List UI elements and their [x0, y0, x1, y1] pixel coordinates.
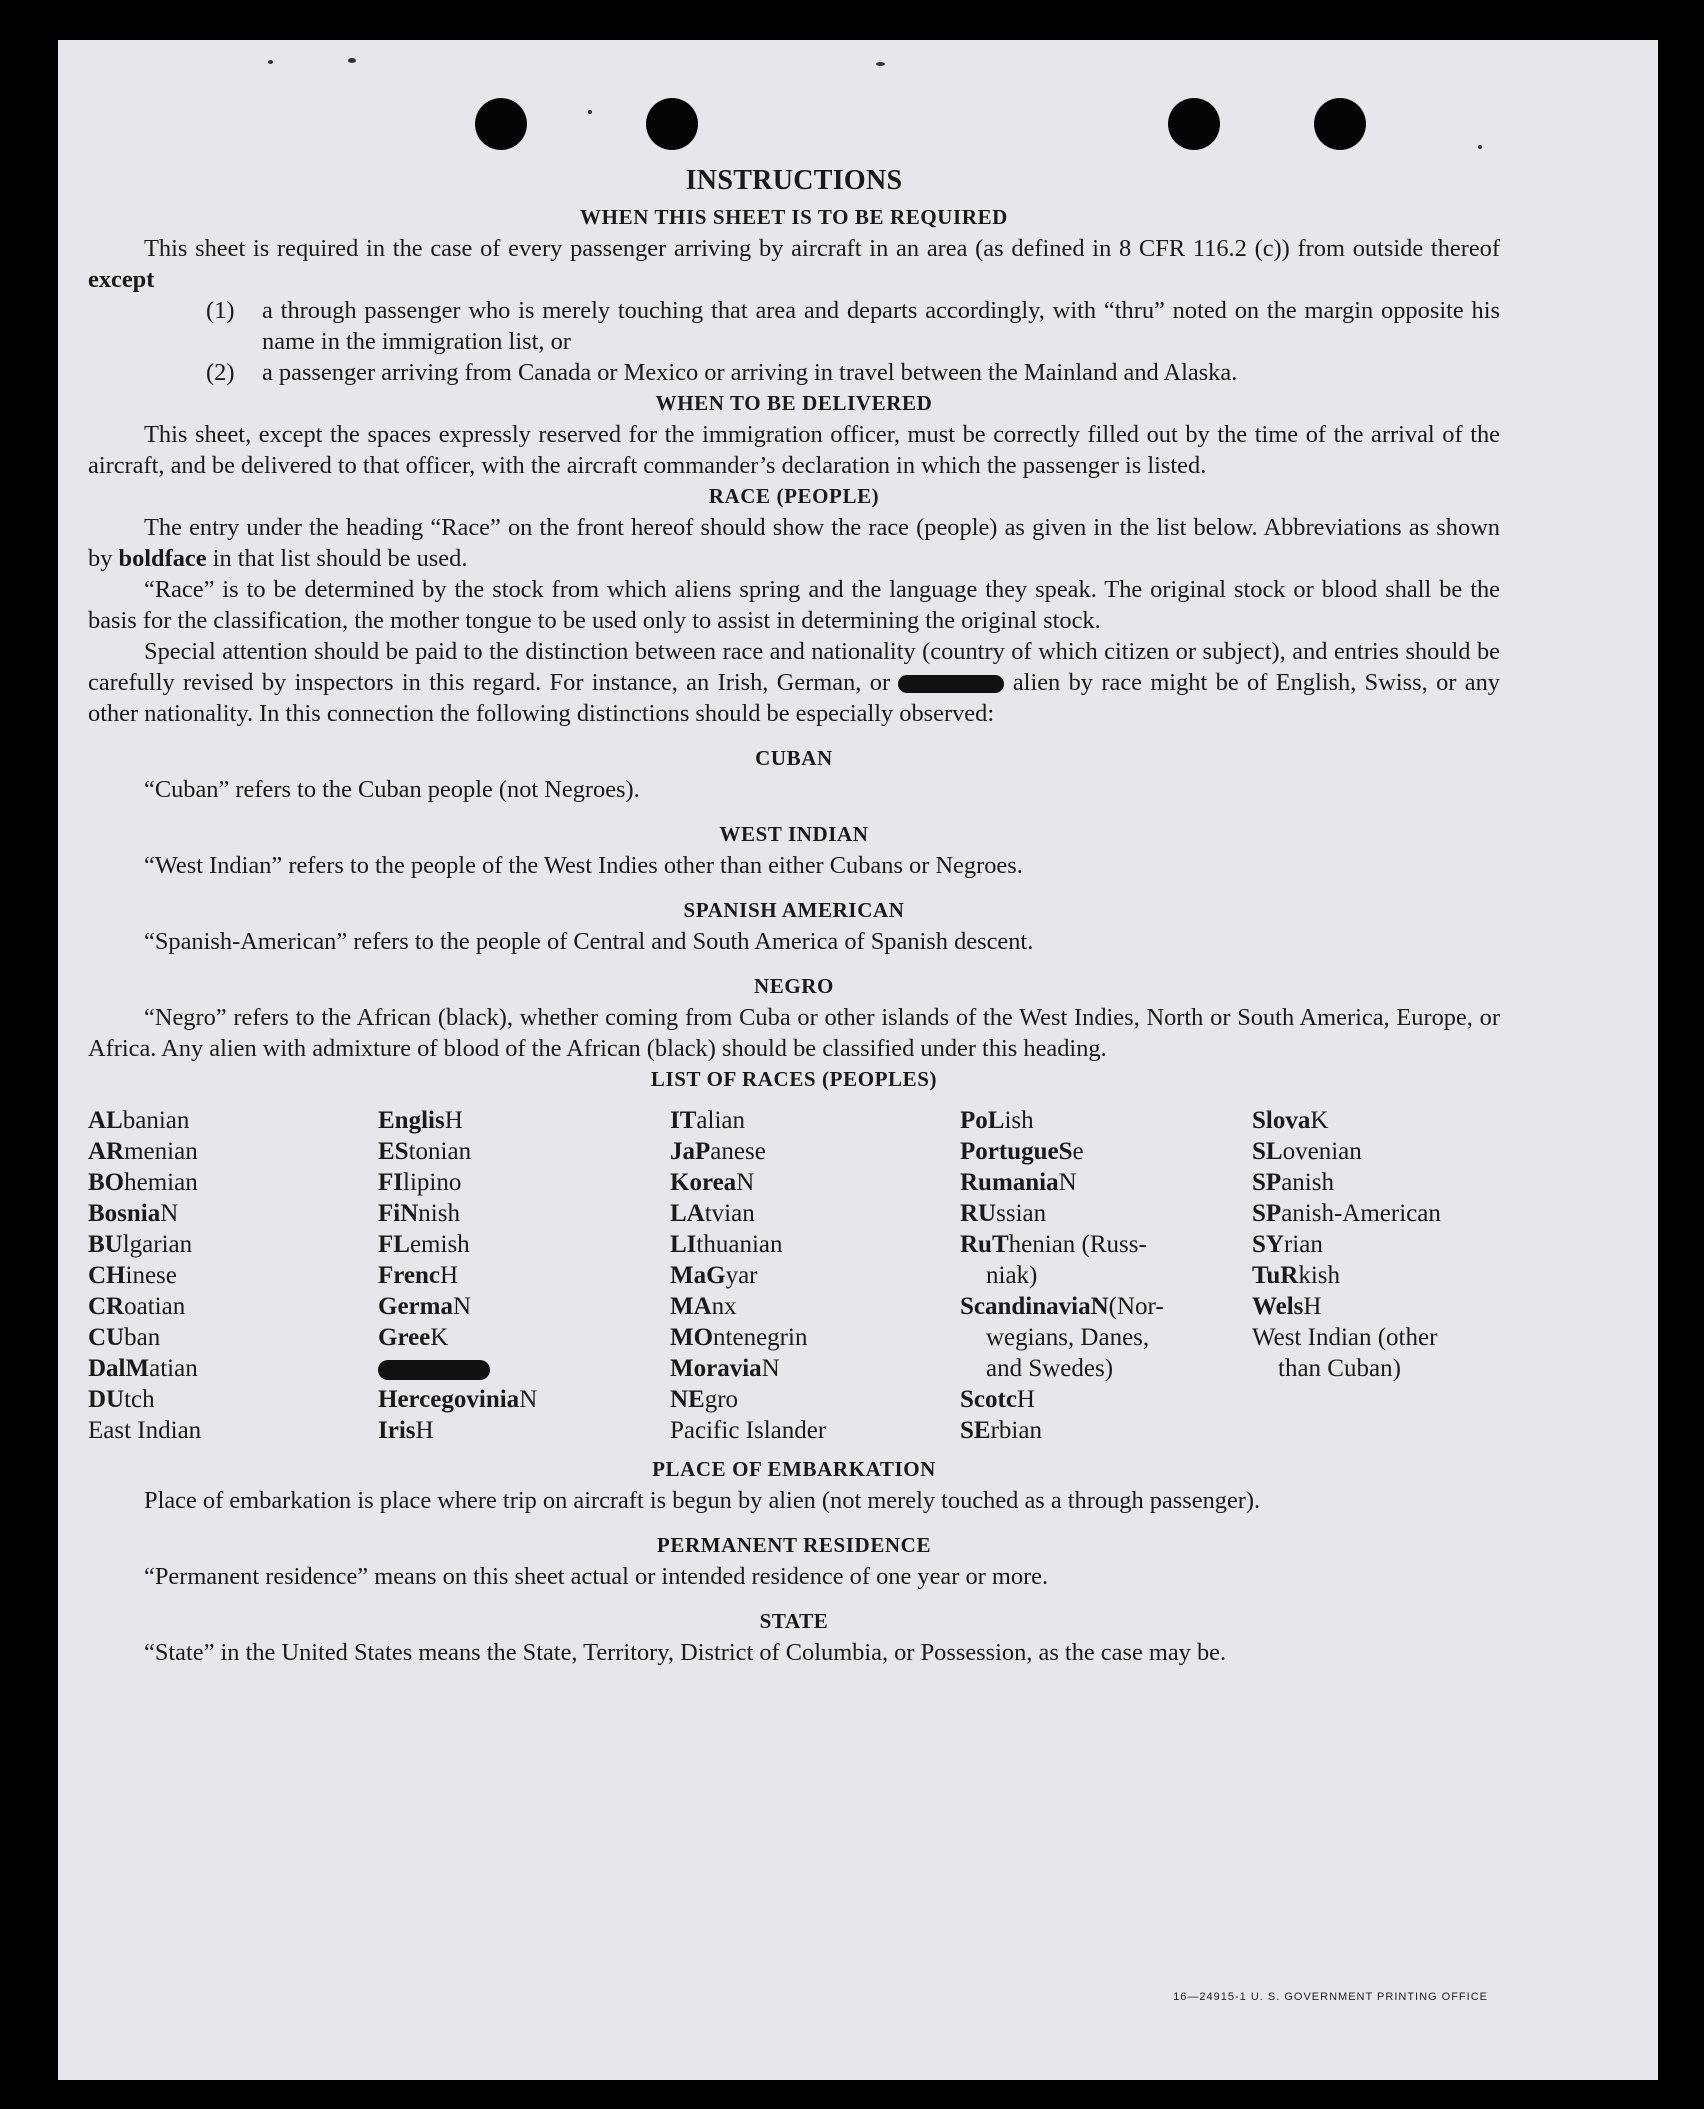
- race-text: Slova: [1252, 1107, 1311, 1134]
- race-text: CU: [88, 1324, 125, 1351]
- race-text: (Nor-: [1108, 1293, 1164, 1320]
- race-entry: [960, 1322, 1252, 1353]
- speck: [268, 60, 273, 64]
- race-text: ES: [378, 1138, 409, 1165]
- punch-hole: [475, 98, 527, 150]
- speck: [588, 110, 592, 114]
- when-required-intro: This sheet is required in the case of every passenger arriving by aircraft in an area (as defined in 8 CFR 116.2 (c)) from outside thereof except: [88, 235, 1500, 293]
- race-abbrev: tch: [124, 1386, 155, 1413]
- race-text: Englis: [378, 1107, 445, 1134]
- race-entry: [88, 1322, 378, 1353]
- race-abbrev: N: [160, 1200, 179, 1227]
- race-text: DU: [88, 1386, 125, 1413]
- race-text: SL: [1252, 1138, 1283, 1165]
- race-entry: [670, 1260, 960, 1291]
- race-abbrev: emish: [409, 1231, 470, 1258]
- exception-item: (1) a through passenger who is merely touching that area and departs accordingly, with “thru” noted on the margin opposite his name in the immigration list, or: [206, 297, 1500, 355]
- heading-list-of-races: LIST OF RACES (PEOPLES): [650, 1067, 938, 1091]
- race-text: Tu: [1252, 1262, 1281, 1289]
- race-text: West Indian (other: [1252, 1324, 1438, 1351]
- race-text: e: [1072, 1138, 1084, 1165]
- race-abbrev: ban: [124, 1324, 161, 1351]
- race-abbrev: H: [444, 1107, 463, 1134]
- race-abbrev: N: [761, 1355, 780, 1382]
- race-entry: [378, 1260, 670, 1291]
- race-entry: [88, 1415, 378, 1446]
- race-entry: [1252, 1198, 1500, 1229]
- race-entry: [1252, 1229, 1500, 1260]
- race-entry: [88, 1167, 378, 1198]
- speck: [348, 58, 356, 63]
- page-title: INSTRUCTIONS: [685, 165, 903, 196]
- race-entry: [88, 1353, 378, 1384]
- race-entry: [960, 1105, 1252, 1136]
- race-abbrev: T: [991, 1231, 1009, 1258]
- race-text: Fi: [378, 1200, 401, 1227]
- race-abbrev: R: [1280, 1262, 1299, 1289]
- race-entry: [88, 1198, 378, 1229]
- race-entry: [960, 1229, 1252, 1260]
- race-entry: [1252, 1322, 1500, 1353]
- race-text: kish: [1298, 1262, 1341, 1289]
- race-entry: [1252, 1353, 1500, 1384]
- race-entry: [670, 1384, 960, 1415]
- race-abbrev: K: [430, 1324, 449, 1351]
- race-text: Iris: [378, 1417, 416, 1444]
- race-entry: [1252, 1105, 1500, 1136]
- race-abbrev: gro: [704, 1386, 739, 1413]
- race-entry: [378, 1415, 670, 1446]
- race-text: anese: [710, 1138, 766, 1165]
- race-entry: [960, 1198, 1252, 1229]
- race-abbrev: H: [1016, 1386, 1035, 1413]
- race-text: AL: [88, 1107, 123, 1134]
- race-text: Bosnia: [88, 1200, 161, 1227]
- race-entry: [88, 1291, 378, 1322]
- races-column: [670, 1105, 960, 1446]
- race-entry: [960, 1167, 1252, 1198]
- race-text: ish: [1004, 1107, 1034, 1134]
- race-entry: [1252, 1136, 1500, 1167]
- punch-hole: [1168, 98, 1220, 150]
- race-text: LI: [670, 1231, 697, 1258]
- race-text: Ru: [960, 1231, 992, 1258]
- race-abbrev: ssian: [996, 1200, 1047, 1227]
- race-entry: [88, 1260, 378, 1291]
- races-column: [1252, 1105, 1500, 1446]
- heading-when-delivered: WHEN TO BE DELIVERED: [655, 391, 933, 415]
- punch-hole: [646, 98, 698, 150]
- race-abbrev: N: [1058, 1169, 1077, 1196]
- heading-race: RACE (PEOPLE): [708, 484, 880, 508]
- race-abbrev: thuanian: [696, 1231, 783, 1258]
- race-text: Ja: [670, 1138, 695, 1165]
- punch-hole: [1314, 98, 1366, 150]
- race-text: Rumania: [960, 1169, 1059, 1196]
- race-abbrev: H: [1303, 1293, 1322, 1320]
- race-abbrev: inese: [125, 1262, 177, 1289]
- races-column: [378, 1105, 670, 1446]
- race-entry: [88, 1229, 378, 1260]
- race-text: Gree: [378, 1324, 431, 1351]
- heading-west-indian: WEST INDIAN: [719, 822, 869, 846]
- race-abbrev: G: [706, 1262, 726, 1289]
- race-text: CR: [88, 1293, 125, 1320]
- race-text: LA: [670, 1200, 705, 1227]
- race-paragraph: “Race” is to be determined by the stock from which aliens spring and the language they speak. The original stock or blood shall be the basis for the classification, the mother tongue to be used only to assist in determining the original stock.: [88, 576, 1500, 634]
- race-abbrev: S: [1058, 1138, 1073, 1165]
- race-entry: [378, 1229, 670, 1260]
- race-abbrev: P: [695, 1138, 711, 1165]
- heading-spanish-american: SPANISH AMERICAN: [683, 898, 905, 922]
- race-text: SY: [1252, 1231, 1284, 1258]
- document-page: [58, 40, 1658, 2080]
- speck: [876, 62, 885, 66]
- race-text: FL: [378, 1231, 410, 1258]
- race-text: Po: [960, 1107, 988, 1134]
- race-text: RU: [960, 1200, 997, 1227]
- race-text: Dal: [88, 1355, 126, 1382]
- race-text: henian (Russ-: [1008, 1231, 1147, 1258]
- residence-text: “Permanent residence” means on this sheet actual or intended residence of one year or more.: [144, 1563, 1049, 1590]
- race-text: SP: [1252, 1200, 1282, 1227]
- races-column: [960, 1105, 1252, 1446]
- race-entry: [88, 1136, 378, 1167]
- race-abbrev: H: [415, 1417, 434, 1444]
- race-entry: [88, 1384, 378, 1415]
- cuban-text: “Cuban” refers to the Cuban people (not Negroes).: [144, 776, 640, 803]
- race-abbrev: rian: [1283, 1231, 1323, 1258]
- race-text: FI: [378, 1169, 403, 1196]
- race-entry: [670, 1322, 960, 1353]
- instructions-content: [88, 165, 1500, 1668]
- race-text: nish: [418, 1200, 460, 1227]
- race-text: Germa: [378, 1293, 453, 1320]
- race-entry: [378, 1198, 670, 1229]
- race-text: Hercegovinia: [378, 1386, 520, 1413]
- races-column: [88, 1105, 378, 1446]
- race-abbrev: H: [440, 1262, 459, 1289]
- race-abbrev: lipino: [403, 1169, 462, 1196]
- race-text: Portugue: [960, 1138, 1059, 1165]
- race-abbrev: oatian: [124, 1293, 186, 1320]
- race-entry: [670, 1167, 960, 1198]
- race-abbrev: ntenegrin: [713, 1324, 808, 1351]
- west-indian-text: “West Indian” refers to the people of the West Indies other than either Cubans or Negroes.: [144, 852, 1023, 879]
- race-abbrev: hemian: [124, 1169, 198, 1196]
- race-entry: [960, 1384, 1252, 1415]
- race-abbrev: N: [519, 1386, 538, 1413]
- race-abbrev: banian: [122, 1107, 190, 1134]
- speck: [1478, 145, 1482, 149]
- race-text: and Swedes): [986, 1355, 1114, 1382]
- race-entry: [960, 1353, 1252, 1384]
- race-text: atian: [149, 1355, 198, 1382]
- race-text: AR: [88, 1138, 125, 1165]
- race-entry: [378, 1136, 670, 1167]
- race-text: SE: [960, 1417, 991, 1444]
- race-abbrev: tvian: [704, 1200, 755, 1227]
- exception-item: (2) a passenger arriving from Canada or Mexico or arriving in travel between the Mainland and Alaska.: [206, 359, 1238, 386]
- race-abbrev: N: [1090, 1293, 1109, 1320]
- race-entry: [960, 1136, 1252, 1167]
- heading-cuban: CUBAN: [755, 746, 833, 770]
- race-text: East Indian: [88, 1417, 202, 1444]
- race-text: Scandinavia: [960, 1293, 1091, 1320]
- race-abbrev: menian: [124, 1138, 198, 1165]
- race-abbrev: M: [125, 1355, 150, 1382]
- race-entry: [378, 1322, 670, 1353]
- when-delivered-text: This sheet, except the spaces expressly reserved for the immigration officer, must be correctly filled out by the time of the arrival of the aircraft, and be delivered to that officer, with the aircraft commander’s declaration in which the passenger is listed.: [88, 421, 1500, 479]
- race-abbrev: ovenian: [1282, 1138, 1362, 1165]
- race-text: than Cuban): [1278, 1355, 1401, 1382]
- race-entry: [378, 1105, 670, 1136]
- heading-permanent-residence: PERMANENT RESIDENCE: [656, 1533, 932, 1557]
- place-text: Place of embarkation is place where trip on aircraft is begun by alien (not merely touched as a through passenger).: [144, 1487, 1261, 1514]
- heading-when-required: WHEN THIS SHEET IS TO BE REQUIRED: [580, 205, 1008, 229]
- race-entry: [670, 1291, 960, 1322]
- heading-place-of-embarkation: PLACE OF EMBARKATION: [652, 1457, 936, 1481]
- race-entry: [670, 1353, 960, 1384]
- races-list: [88, 1105, 1500, 1446]
- race-abbrev: nx: [711, 1293, 737, 1320]
- race-entry: [378, 1167, 670, 1198]
- race-text: Pacific Islander: [670, 1417, 827, 1444]
- race-entry: [670, 1415, 960, 1446]
- race-text: SP: [1252, 1169, 1282, 1196]
- race-abbrev: N: [452, 1293, 472, 1320]
- race-abbrev: anish-American: [1281, 1200, 1441, 1227]
- printing-office-footer: 16—24915-1 U. S. GOVERNMENT PRINTING OFFICE: [1173, 1991, 1488, 2003]
- race-text: Frenc: [378, 1262, 441, 1289]
- heading-negro: NEGRO: [753, 974, 834, 998]
- race-text: MO: [670, 1324, 714, 1351]
- race-text: BU: [88, 1231, 123, 1258]
- race-entry: [670, 1229, 960, 1260]
- race-entry: [960, 1260, 1252, 1291]
- race-text: Korea: [670, 1169, 737, 1196]
- redaction-mark: [898, 675, 1004, 693]
- race-entry: [670, 1198, 960, 1229]
- race-text: Ma: [670, 1262, 707, 1289]
- race-text: Moravia: [670, 1355, 762, 1382]
- race-entry: [1252, 1167, 1500, 1198]
- race-abbrev: lgarian: [122, 1231, 193, 1258]
- race-paragraph: The entry under the heading “Race” on the front hereof should show the race (people) as given in the list below. Abbreviations as shown by boldface in that list should be used.: [88, 514, 1500, 572]
- race-abbrev: N: [400, 1200, 419, 1227]
- race-abbrev: rbian: [990, 1417, 1042, 1444]
- race-abbrev: N: [736, 1169, 755, 1196]
- race-text: Wels: [1252, 1293, 1304, 1320]
- race-entry: [1252, 1291, 1500, 1322]
- spanish-american-text: “Spanish-American” refers to the people of Central and South America of Spanish descent.: [144, 928, 1034, 955]
- race-text: NE: [670, 1386, 705, 1413]
- race-abbrev: K: [1310, 1107, 1329, 1134]
- race-entry: [378, 1291, 670, 1322]
- race-entry: [960, 1291, 1252, 1322]
- race-abbrev: anish: [1281, 1169, 1334, 1196]
- race-text: CH: [88, 1262, 126, 1289]
- race-entry: [670, 1105, 960, 1136]
- race-entry: [670, 1136, 960, 1167]
- race-text: BO: [88, 1169, 125, 1196]
- state-text: “State” in the United States means the State, Territory, District of Columbia, or Possession, as the case may be.: [144, 1639, 1227, 1666]
- race-paragraph: Special attention should be paid to the distinction between race and nationality (country of which citizen or subject), and entries should be carefully revised by inspectors in this regard. For instance, an Irish, German, or alien by race might be of English, Swiss, or any other nationality. In this connection the following distinctions should be especially observed:: [88, 638, 1500, 727]
- heading-state: STATE: [759, 1609, 829, 1633]
- race-text: wegians, Danes,: [986, 1324, 1150, 1351]
- race-entry: [960, 1415, 1252, 1446]
- race-entry: [1252, 1260, 1500, 1291]
- negro-text: “Negro” refers to the African (black), whether coming from Cuba or other islands of the West Indies, North or South America, Europe, or Africa. Any alien with admixture of blood of the African (black) should be classified under this heading.: [88, 1004, 1500, 1062]
- redaction-mark: [378, 1360, 490, 1380]
- race-abbrev: tonian: [408, 1138, 472, 1165]
- race-entry: [378, 1353, 670, 1384]
- race-text: yar: [725, 1262, 758, 1289]
- race-entry: [88, 1105, 378, 1136]
- race-text: IT: [670, 1107, 697, 1134]
- race-entry: [378, 1384, 670, 1415]
- race-text: MA: [670, 1293, 712, 1320]
- race-text: Scotc: [960, 1386, 1017, 1413]
- race-abbrev: alian: [696, 1107, 745, 1134]
- race-text: niak): [986, 1262, 1038, 1289]
- race-abbrev: L: [987, 1107, 1005, 1134]
